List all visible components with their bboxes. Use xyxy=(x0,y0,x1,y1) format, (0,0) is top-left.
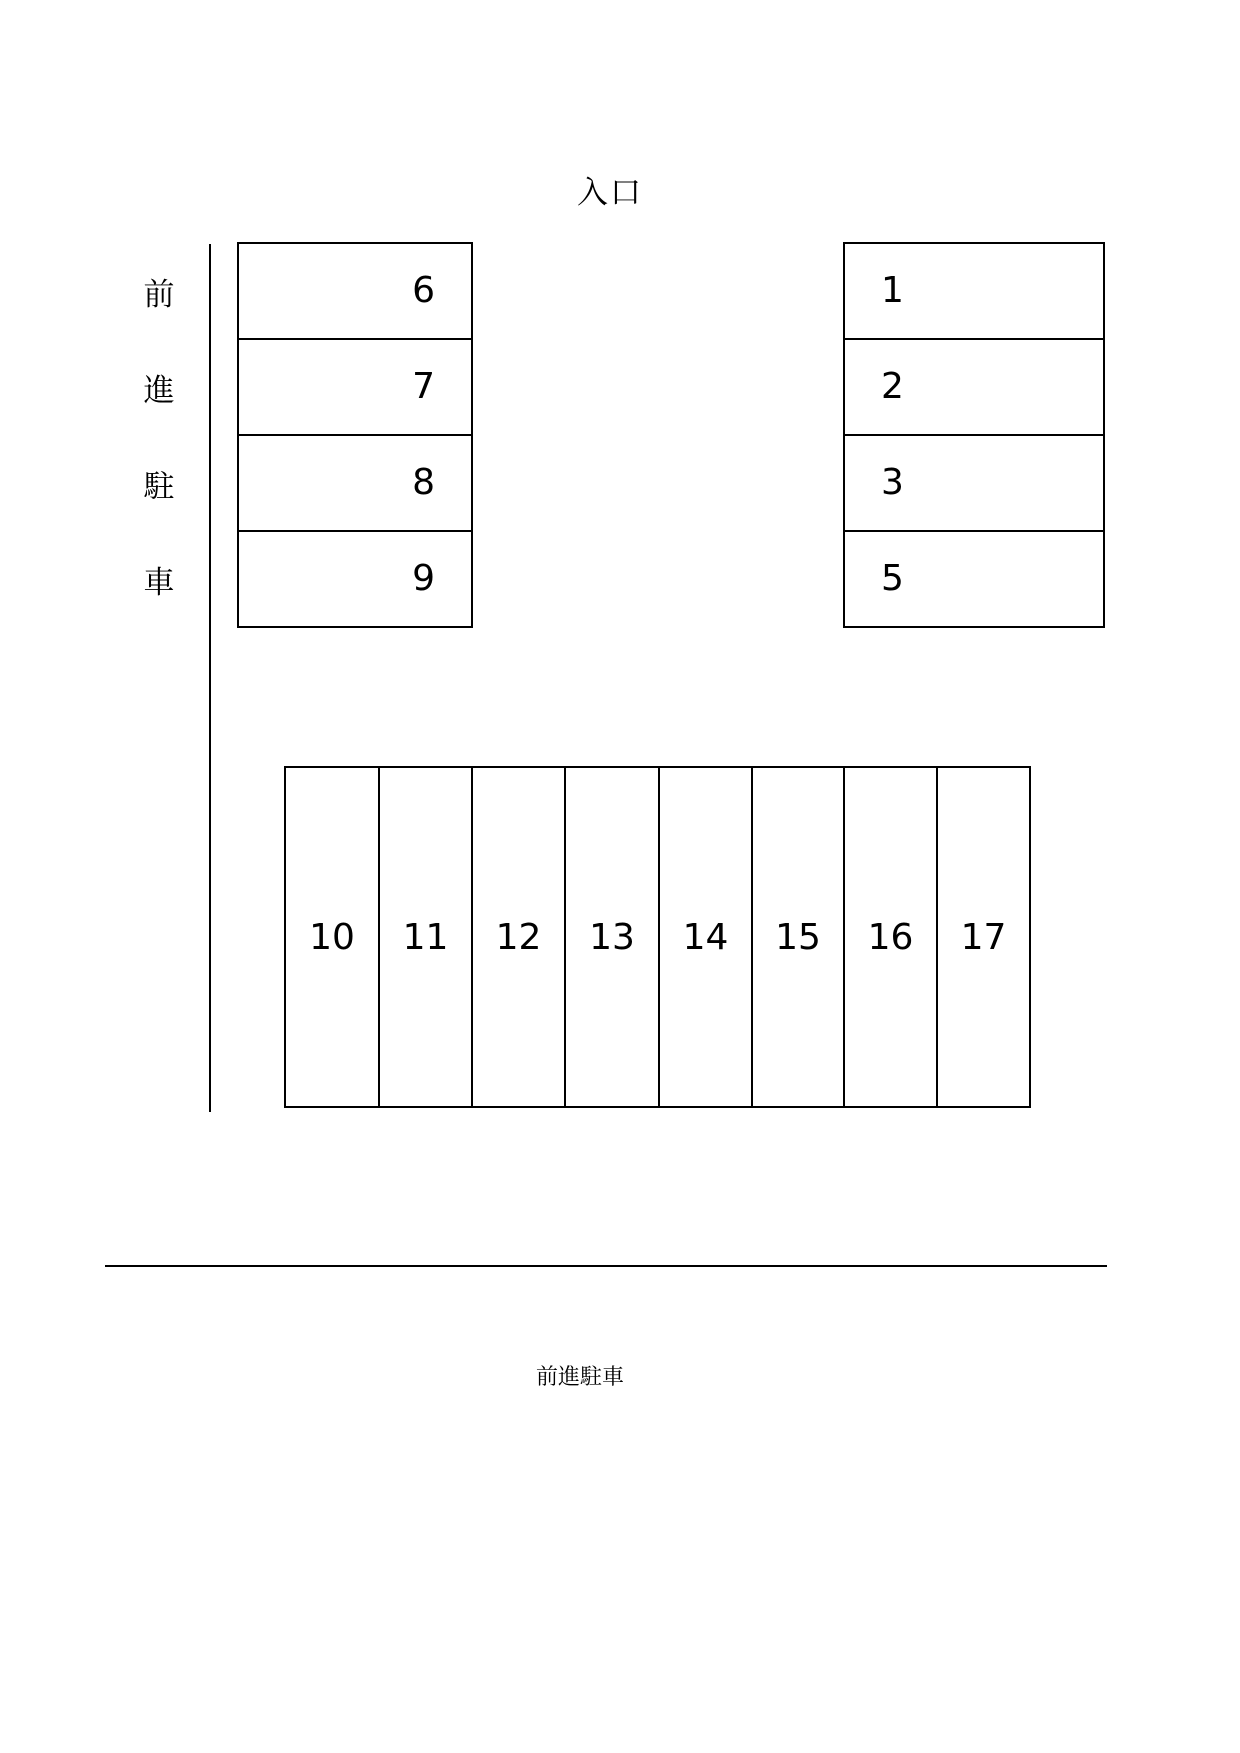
stall-1: 1 xyxy=(845,244,1103,340)
boundary-line-horizontal xyxy=(105,1265,1107,1267)
stall-10: 10 xyxy=(286,768,380,1106)
bottom-stall-block xyxy=(284,766,1031,1108)
vertical-label-char-1: 前 xyxy=(143,277,175,313)
stall-6: 6 xyxy=(239,244,471,340)
stall-2: 2 xyxy=(845,340,1103,436)
stall-3: 3 xyxy=(845,436,1103,532)
stall-9: 9 xyxy=(412,558,435,599)
stall-7: 7 xyxy=(239,340,471,436)
stall-15: 15 xyxy=(753,768,845,1106)
boundary-line-vertical xyxy=(209,244,211,1112)
stall-11: 11 xyxy=(380,768,473,1106)
footer-label: 前進駐車 xyxy=(535,1365,624,1390)
vertical-label-char-3: 駐 xyxy=(143,469,175,505)
vertical-label-char-2: 進 xyxy=(143,373,175,409)
stall-12: 12 xyxy=(473,768,566,1106)
left-stall-block xyxy=(237,242,473,628)
stall-8: 8 xyxy=(239,436,471,532)
vertical-label-char-4: 車 xyxy=(143,565,175,601)
stall-13: 13 xyxy=(566,768,660,1106)
right-stall-block xyxy=(843,242,1105,628)
stall-5: 5 xyxy=(881,558,904,599)
stall-14: 14 xyxy=(660,768,753,1106)
entrance-label: 入口 xyxy=(577,175,643,211)
stall-16: 16 xyxy=(845,768,938,1106)
stall-17: 17 xyxy=(960,916,1007,958)
